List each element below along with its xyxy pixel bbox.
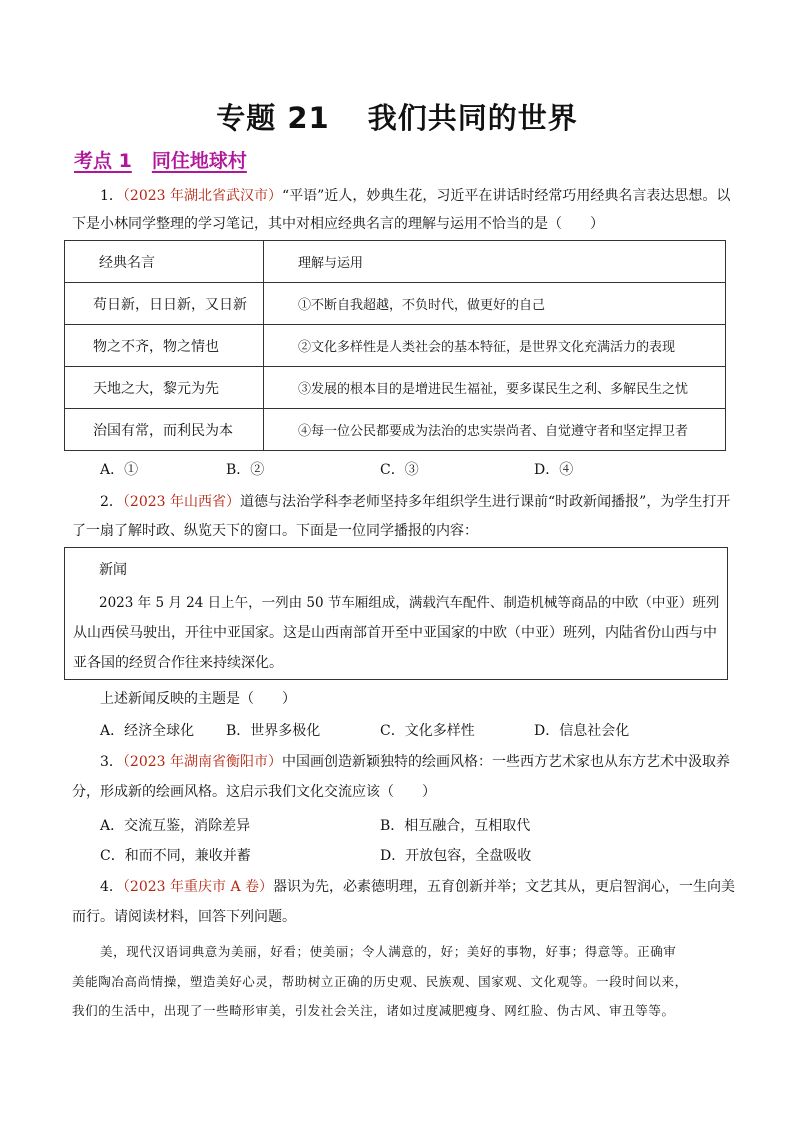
q1-number: 1． <box>100 188 123 204</box>
table-cell: 天地之大，黎元为先 <box>65 367 264 409</box>
news-label: 新闻 <box>99 562 127 578</box>
q4-material-line: 美，现代汉语词典意为美丽，好看；使美丽；令人满意的，好；美好的事物，好事；得意等。正确审 <box>100 944 677 959</box>
section-number: 考点 1 <box>74 150 132 172</box>
table-cell: 苟日新，日日新，又日新 <box>65 283 264 325</box>
q4-source: （2023 年重庆市 A 卷） <box>122 879 274 895</box>
q1-stem-line1 <box>72 186 732 206</box>
q1-option-a[interactable]: A．① <box>100 462 139 478</box>
q2-option-a[interactable]: A．经济全球化 <box>100 723 195 739</box>
q1-stem-text: “平语”近人，妙典生花，习近平在讲话时经常巧用经典名言表达思想。以 <box>282 188 731 204</box>
q3-source: （2023 年湖南省衡阳市） <box>122 754 283 770</box>
table-header-cell: 经典名言 <box>65 241 264 283</box>
table-row <box>65 325 726 367</box>
table-cell: 治国有常，而利民为本 <box>65 409 264 451</box>
q3-option-d[interactable]: D．开放包容，全盘吸收 <box>380 848 532 864</box>
q3-option-b[interactable]: B．相互融合，互相取代 <box>380 818 531 834</box>
q2-stem-line1 <box>72 492 732 512</box>
q2-option-d[interactable]: D．信息社会化 <box>534 723 630 739</box>
q2-option-b[interactable]: B．世界多极化 <box>226 723 321 739</box>
table-cell: 物之不齐，物之情也 <box>65 325 264 367</box>
q1-option-c[interactable]: C．③ <box>380 462 419 478</box>
table-header-row <box>65 241 726 283</box>
q3-stem-line2: 分，形成新的绘画风格。这启示我们文化交流应该（ ） <box>72 784 436 800</box>
news-line: 2023 年 5 月 24 日上午，一列由 50 节车厢组成，满载汽车配件、制造机械等商品的中欧（中亚）班列 <box>99 595 720 611</box>
table-cell: ③发展的根本目的是增进民生福祉，要多谋民生之利、多解民生之忧 <box>264 367 726 409</box>
q2-option-c[interactable]: C．文化多样性 <box>380 723 475 739</box>
q4-stem-line2: 而行。请阅读材料，回答下列问题。 <box>72 909 296 925</box>
news-box <box>64 547 728 680</box>
q4-number: 4． <box>100 879 123 895</box>
q1-option-b[interactable]: B．② <box>226 462 265 478</box>
table-cell: ④每一位公民都要成为法治的忠实崇尚者、自觉遵守者和坚定捍卫者 <box>264 409 726 451</box>
q4-stem-line1 <box>72 877 736 897</box>
q2-stem-line2: 了一扇了解时政、纵览天下的窗口。下面是一位同学播报的内容： <box>72 523 478 539</box>
q2-number: 2． <box>100 494 123 510</box>
q3-number: 3． <box>100 754 123 770</box>
page-title <box>0 96 794 137</box>
title-topic-name: 我们共同的世界 <box>367 101 578 135</box>
q3-stem-text: 中国画创造新颖独特的绘画风格：一些西方艺术家也从东方艺术中汲取养 <box>282 754 731 770</box>
q3-option-c[interactable]: C．和而不同，兼收并蓄 <box>100 848 251 864</box>
q2-stem-text: 道德与法治学科李老师坚持多年组织学生进行课前“时政新闻播报”，为学生打开 <box>240 494 731 510</box>
q3-stem-line1 <box>72 752 732 772</box>
q2-source: （2023 年山西省） <box>122 494 241 510</box>
table-row <box>65 409 726 451</box>
q1-stem-line2: 下是小林同学整理的学习笔记，其中对相应经典名言的理解与运用不恰当的是（ ） <box>72 216 604 232</box>
table-cell: ①不断自我超越，不负时代，做更好的自己 <box>264 283 726 325</box>
q4-material-line: 我们的生活中，出现了一些畸形审美，引发社会关注，诸如过度减肥瘦身、网红脸、伪古风、审丑等等。 <box>72 1003 675 1018</box>
table-header-cell: 理解与运用 <box>264 241 726 283</box>
title-topic-number: 专题 21 <box>216 101 330 135</box>
section-name: 同住地球村 <box>151 150 247 172</box>
news-line: 亚各国的经贸合作往来持续深化。 <box>73 655 283 671</box>
table-cell: ②文化多样性是人类社会的基本特征，是世界文化充满活力的表现 <box>264 325 726 367</box>
q3-option-a[interactable]: A．交流互鉴，消除差异 <box>100 818 251 834</box>
q2-question: 上述新闻反映的主题是（ ） <box>100 691 296 707</box>
table-row <box>65 367 726 409</box>
q1-option-d[interactable]: D．④ <box>534 462 574 478</box>
q4-stem-text: 器识为先，必素德明理，五育创新并举；文艺其从，更启智润心，一生向美 <box>273 879 736 895</box>
q1-table <box>64 240 726 451</box>
table-row <box>65 283 726 325</box>
q1-source: （2023 年湖北省武汉市） <box>122 188 283 204</box>
q4-material-line: 美能陶冶高尚情操，塑造美好心灵，帮助树立正确的历史观、民族观、国家观、文化观等。一段时间以来， <box>72 974 688 989</box>
section-heading <box>74 146 247 173</box>
news-line: 从山西侯马驶出，开往中亚国家。这是山西南部首开至中亚国家的中欧（中亚）班列，内陆省份山西与中 <box>73 625 717 641</box>
